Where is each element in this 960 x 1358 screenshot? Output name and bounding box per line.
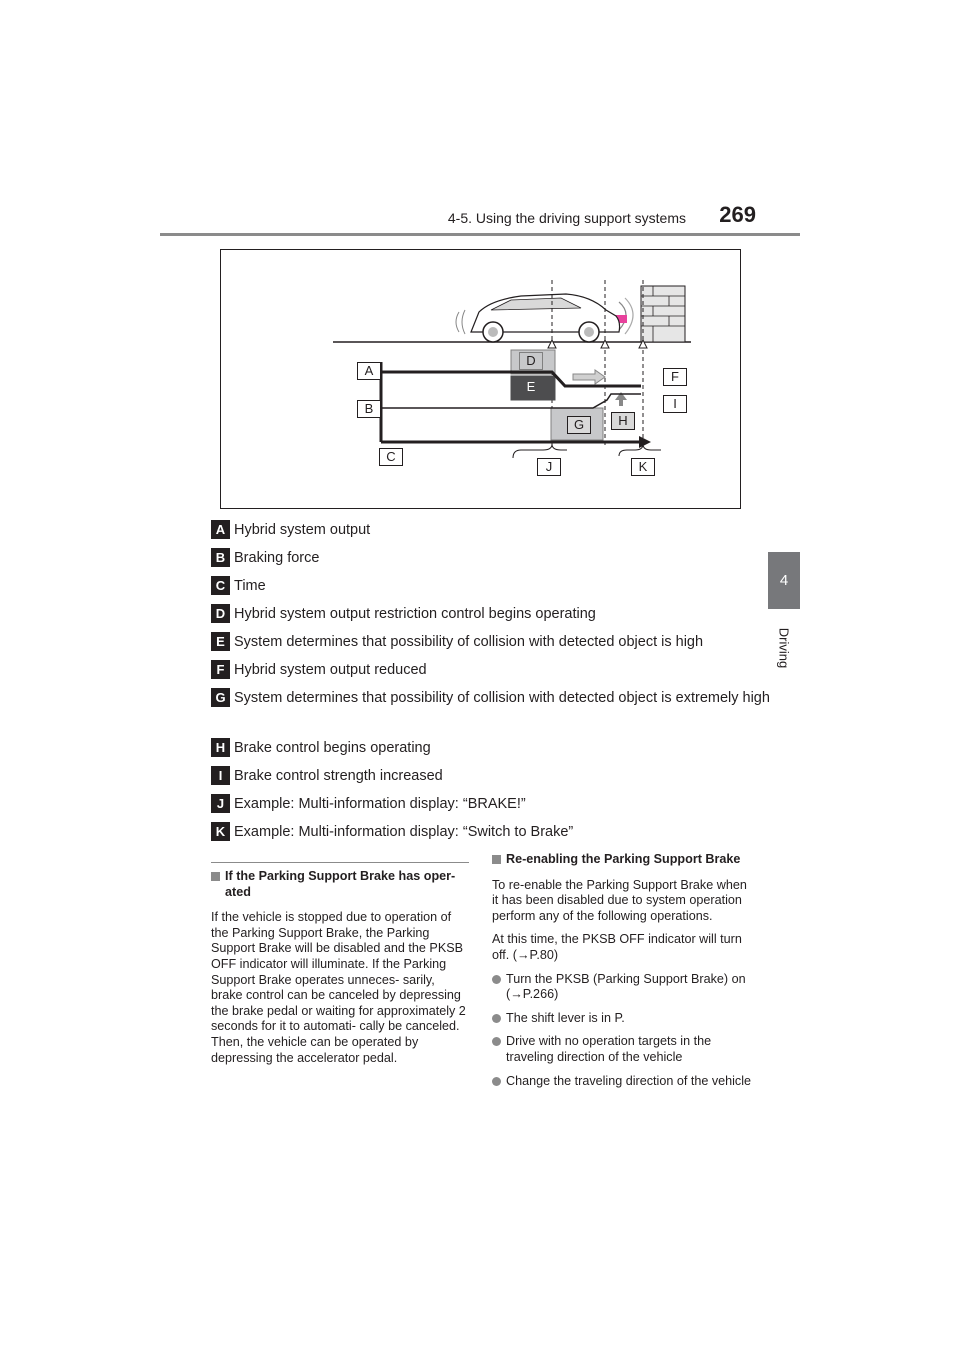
- section-rule: [211, 862, 469, 863]
- legend-text: Brake control strength increased: [234, 768, 443, 784]
- legend-text: System determines that possibility of collision with detected object is high: [234, 634, 704, 650]
- left-heading: [211, 869, 469, 900]
- legend-key: F: [211, 660, 230, 679]
- figure-legend: [211, 518, 771, 848]
- circle-bullet-icon: [492, 1077, 501, 1086]
- legend-key: K: [211, 822, 230, 841]
- legend-text: Example: Multi-information display: “BRAKE!”: [234, 796, 526, 812]
- legend-text: Hybrid system output restriction control begins operating: [234, 606, 596, 622]
- timing-diagram: [220, 249, 741, 509]
- list-item-text: Turn the PKSB (Parking Support Brake) on (→P.266): [506, 971, 746, 1002]
- header-rule: [160, 233, 800, 236]
- square-bullet-icon: [211, 872, 220, 881]
- brick-wall-icon: [641, 286, 685, 342]
- right-para-1: To re-enable the Parking Support Brake when it has been disabled due to system operation perform any of the following operations.: [492, 877, 747, 923]
- list-item: [492, 972, 756, 1003]
- car-icon: [456, 294, 620, 342]
- figure-label-b: B: [357, 400, 381, 418]
- legend-row: [211, 686, 771, 736]
- section-title: 4-5. Using the driving support systems: [447, 210, 686, 226]
- figure-label-f: F: [663, 368, 687, 386]
- legend-row: [211, 792, 771, 820]
- figure-label-j: J: [537, 458, 561, 476]
- square-bullet-icon: [492, 855, 501, 864]
- legend-key: D: [211, 604, 230, 623]
- list-item-text: The shift lever is in P.: [506, 1010, 625, 1025]
- legend-key: C: [211, 576, 230, 595]
- legend-key: G: [211, 688, 230, 707]
- legend-row: [211, 658, 771, 686]
- left-heading-text: If the Parking Support Brake has oper- ated: [225, 869, 456, 899]
- legend-row: [211, 518, 771, 546]
- right-heading-text: Re-enabling the Parking Support Brake: [506, 852, 741, 866]
- legend-text: Hybrid system output: [234, 522, 371, 538]
- circle-bullet-icon: [492, 975, 501, 984]
- legend-key: B: [211, 548, 230, 567]
- legend-row: [211, 574, 771, 602]
- right-heading: [492, 852, 756, 868]
- legend-key: J: [211, 794, 230, 813]
- list-item: [492, 1034, 756, 1065]
- circle-bullet-icon: [492, 1037, 501, 1046]
- legend-row: [211, 546, 771, 574]
- page-header: [160, 200, 800, 236]
- legend-text: Time: [234, 578, 266, 594]
- figure-label-c: C: [379, 448, 403, 466]
- figure-label-e: E: [519, 378, 543, 396]
- chapter-label: [770, 618, 798, 678]
- left-body: If the vehicle is stopped due to operation of the Parking Support Brake, the Parking Support Brake will be disabled and the PKSB OFF indicator will illuminate. If the Parking Support Brake operates unneces- sarily, brake control can be canceled by depressing the brake pedal or waiting for approximately 2 seconds for it to automati- cally be canceled. Then, the vehicle can be operated by depressing the accelerator pedal.: [211, 910, 466, 1065]
- list-item: [492, 1011, 756, 1027]
- figure-label-a: A: [357, 362, 381, 380]
- legend-row: [211, 736, 771, 764]
- page-number: 269: [719, 202, 756, 227]
- right-para-2: At this time, the PKSB OFF indicator will turn off. (→P.80): [492, 932, 742, 962]
- figure-label-h: H: [611, 412, 635, 430]
- legend-text: Hybrid system output reduced: [234, 662, 427, 678]
- chapter-tab: 4: [768, 552, 800, 609]
- legend-text: Brake control begins operating: [234, 740, 431, 756]
- time-arrowhead: [639, 436, 651, 448]
- circle-bullet-icon: [492, 1014, 501, 1023]
- figure-label-i: I: [663, 395, 687, 413]
- legend-key: A: [211, 520, 230, 539]
- chapter-label-text: Driving: [776, 627, 792, 669]
- figure-label-k: K: [631, 458, 655, 476]
- list-item: [492, 1074, 756, 1090]
- figure-label-g: G: [567, 416, 591, 434]
- figure-label-d: D: [519, 352, 543, 370]
- list-item-text: Drive with no operation targets in the traveling direction of the vehicle: [506, 1034, 712, 1064]
- list-item-text: Change the traveling direction of the vehicle: [506, 1073, 752, 1088]
- legend-row: [211, 602, 771, 630]
- legend-row: [211, 630, 771, 658]
- reduce-arrow-icon: [573, 370, 605, 384]
- legend-text: System determines that possibility of collision with detected object is extremely high: [234, 690, 770, 706]
- legend-row: [211, 764, 771, 792]
- legend-text: Example: Multi-information display: “Switch to Brake”: [234, 824, 574, 840]
- legend-text: Braking force: [234, 550, 320, 566]
- right-column: [492, 852, 756, 1097]
- legend-key: H: [211, 738, 230, 757]
- legend-key: E: [211, 632, 230, 651]
- left-column: [211, 862, 469, 1074]
- legend-row: [211, 820, 771, 848]
- legend-key: I: [211, 766, 230, 785]
